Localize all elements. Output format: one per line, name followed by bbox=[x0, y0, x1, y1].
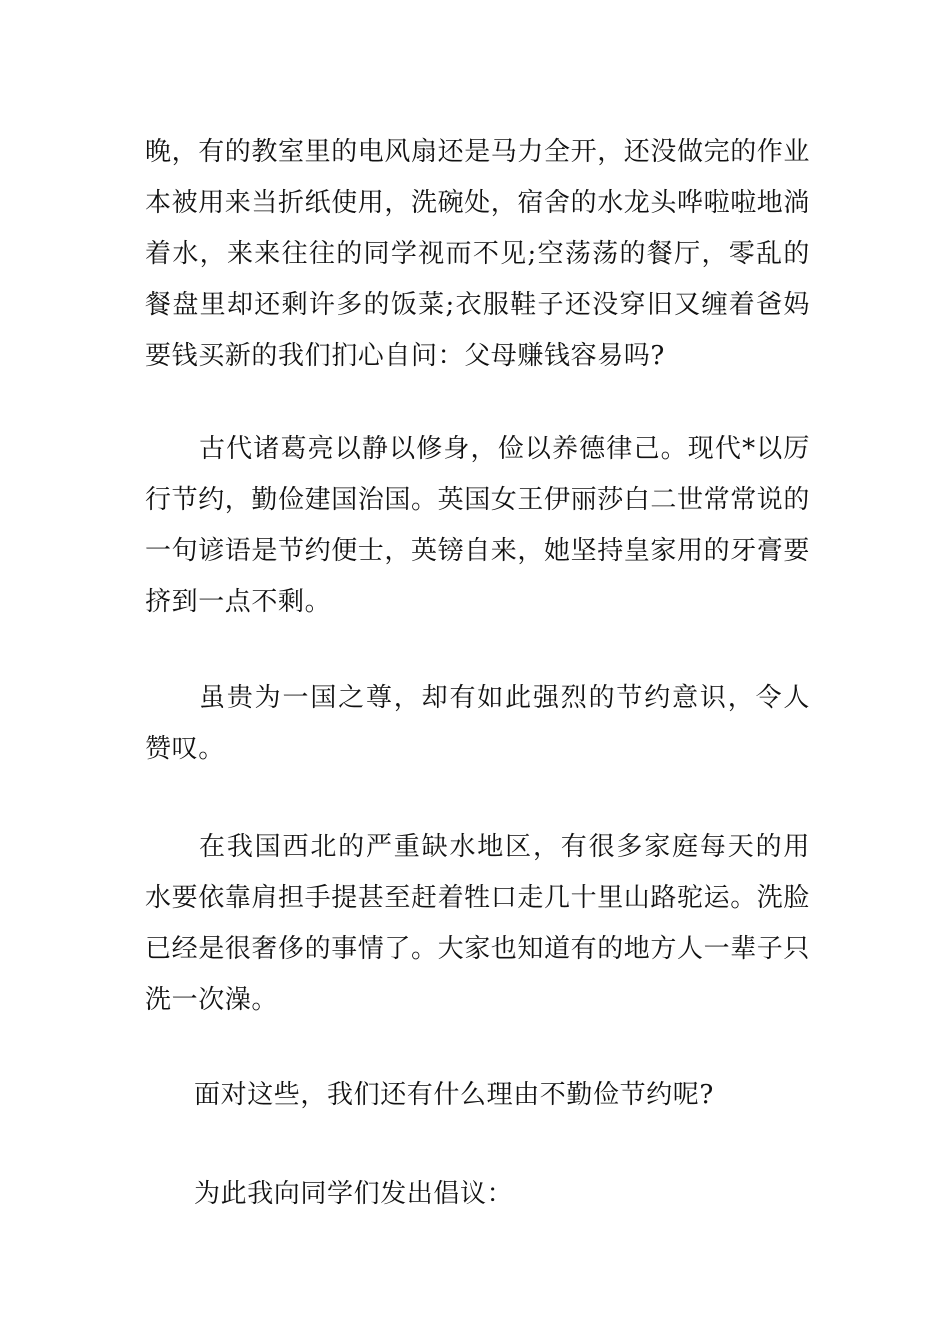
paragraph-6: 为此我向同学们发出倡议： bbox=[194, 1179, 514, 1209]
paragraph-4: 在我国西北的严重缺水地区，有很多家庭每天的用水要依靠肩担手提甚至赶着牲口走几十里山路驼运。洗脸已经是很奢侈的事情了。大家也知道有的地方人一辈子只洗一次澡。 bbox=[145, 832, 811, 1015]
paragraph-3: 虽贵为一国之尊，却有如此强烈的节约意识，令人赞叹。 bbox=[145, 683, 810, 764]
paragraph-2: 古代诸葛亮以静以修身，俭以养德律己。现代*以厉行节约，勤俭建国治国。英国女王伊丽莎白二世常常说的一句谚语是节约便士，英镑自来，她坚持皇家用的牙膏要挤到一点不剩。 bbox=[145, 434, 811, 617]
paragraph-5: 面对这些，我们还有什么理由不勤俭节约呢? bbox=[194, 1080, 714, 1110]
paragraph-1: 晚，有的教室里的电风扇还是马力全开，还没做完的作业本被用来当折纸使用，洗碗处，宿舍的水龙头哗啦啦地淌着水，来来往往的同学视而不见;空荡荡的餐厅，零乱的餐盘里却还剩许多的饭菜;衣服鞋子还没穿旧又缠着爸妈要钱买新的我们扪心自问：父母赚钱容易吗? bbox=[145, 137, 811, 371]
